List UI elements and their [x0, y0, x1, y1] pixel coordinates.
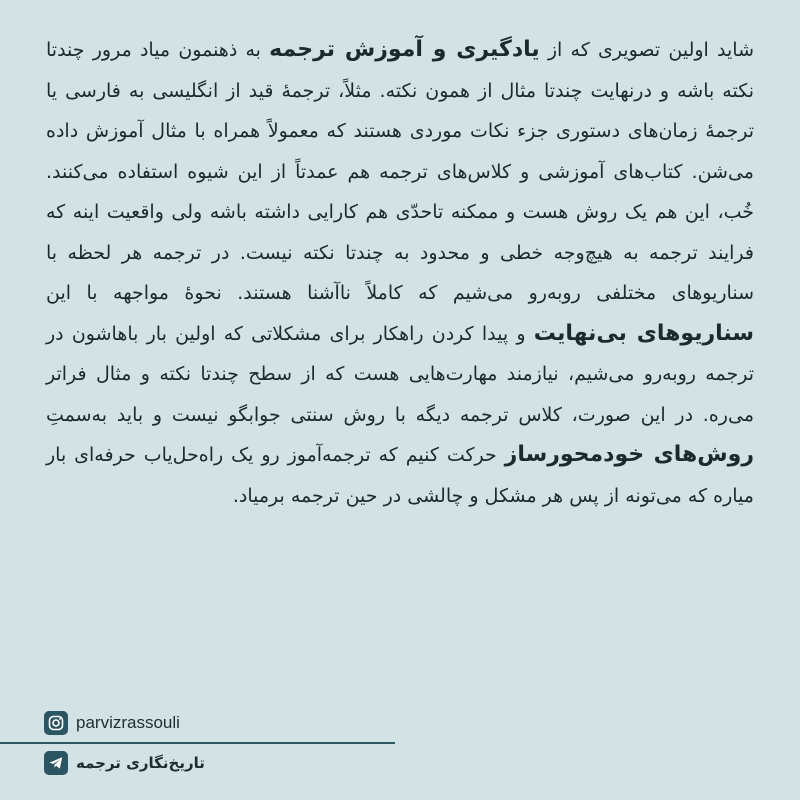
telegram-channel-name: تاریخ‌نگاری ترجمه — [76, 754, 205, 772]
article-bold-phrase: یادگیری و آموزش ترجمه — [269, 37, 540, 62]
article-bold-phrase: روش‌های خودمحورساز — [504, 442, 754, 467]
article-body — [46, 30, 754, 516]
telegram-icon — [44, 751, 68, 775]
article-text-segment: حرکت کنیم که ترجمه‌آموز رو یک راه‌حل‌یاب حرفه‌ای بار میاره که می‌تونه از پس هر مشکل و چالشی در حین ترجمه برمیاد. — [46, 444, 754, 507]
article-text-segment: شاید اولین تصویری که از — [539, 39, 754, 61]
footer — [0, 706, 800, 800]
footer-divider — [0, 742, 395, 744]
telegram-link[interactable] — [44, 750, 205, 776]
instagram-icon — [44, 711, 68, 735]
article-text-segment: و پیدا کردن راهکار برای مشکلاتی که اولین بار باهاشون در ترجمه روبه‌رو می‌شیم، نیازمند مهارت‌هایی هست که از سطح چندتا نکته و مثال فراتر می‌ره. در این صورت، کلاس ترجمه دیگه با روش سنتی جوابگو نیست و باید به‌سمتِ — [46, 322, 754, 426]
instagram-handle: parvizrassouli — [76, 713, 180, 732]
instagram-link[interactable] — [44, 710, 180, 736]
article-bold-phrase: سناریوهای بی‌نهایت — [533, 320, 754, 346]
article-text-segment: به ذهنمون میاد مرور چندتا نکته باشه و درنهایت چندتا مثال از همون نکته. مثلاً، ترجمهٔ قید از انگلیسی به فارسی یا ترجمهٔ زمان‌های دستوری جزء نکات موردی هستند که معمولاً همراه با مثال آموزش داده می‌شن. کتاب‌های آموزشی و کلاس‌های ترجمه هم عمدتاً از این شیوه استفاده می‌کنند. خُب، این هم یک روش هست و ممکنه تاحدّی هم کارایی داشته باشه ولی واقعیت اینه که فرایند ترجمه به هیچ‌وجه خطی و محدود به چندتا نکته نیست. در ترجمه هر لحظه با سناریوهای مختلفی روبه‌رو می‌شیم که کاملاً ناآشنا هستند. نحوهٔ مواجهه با این — [46, 39, 754, 304]
